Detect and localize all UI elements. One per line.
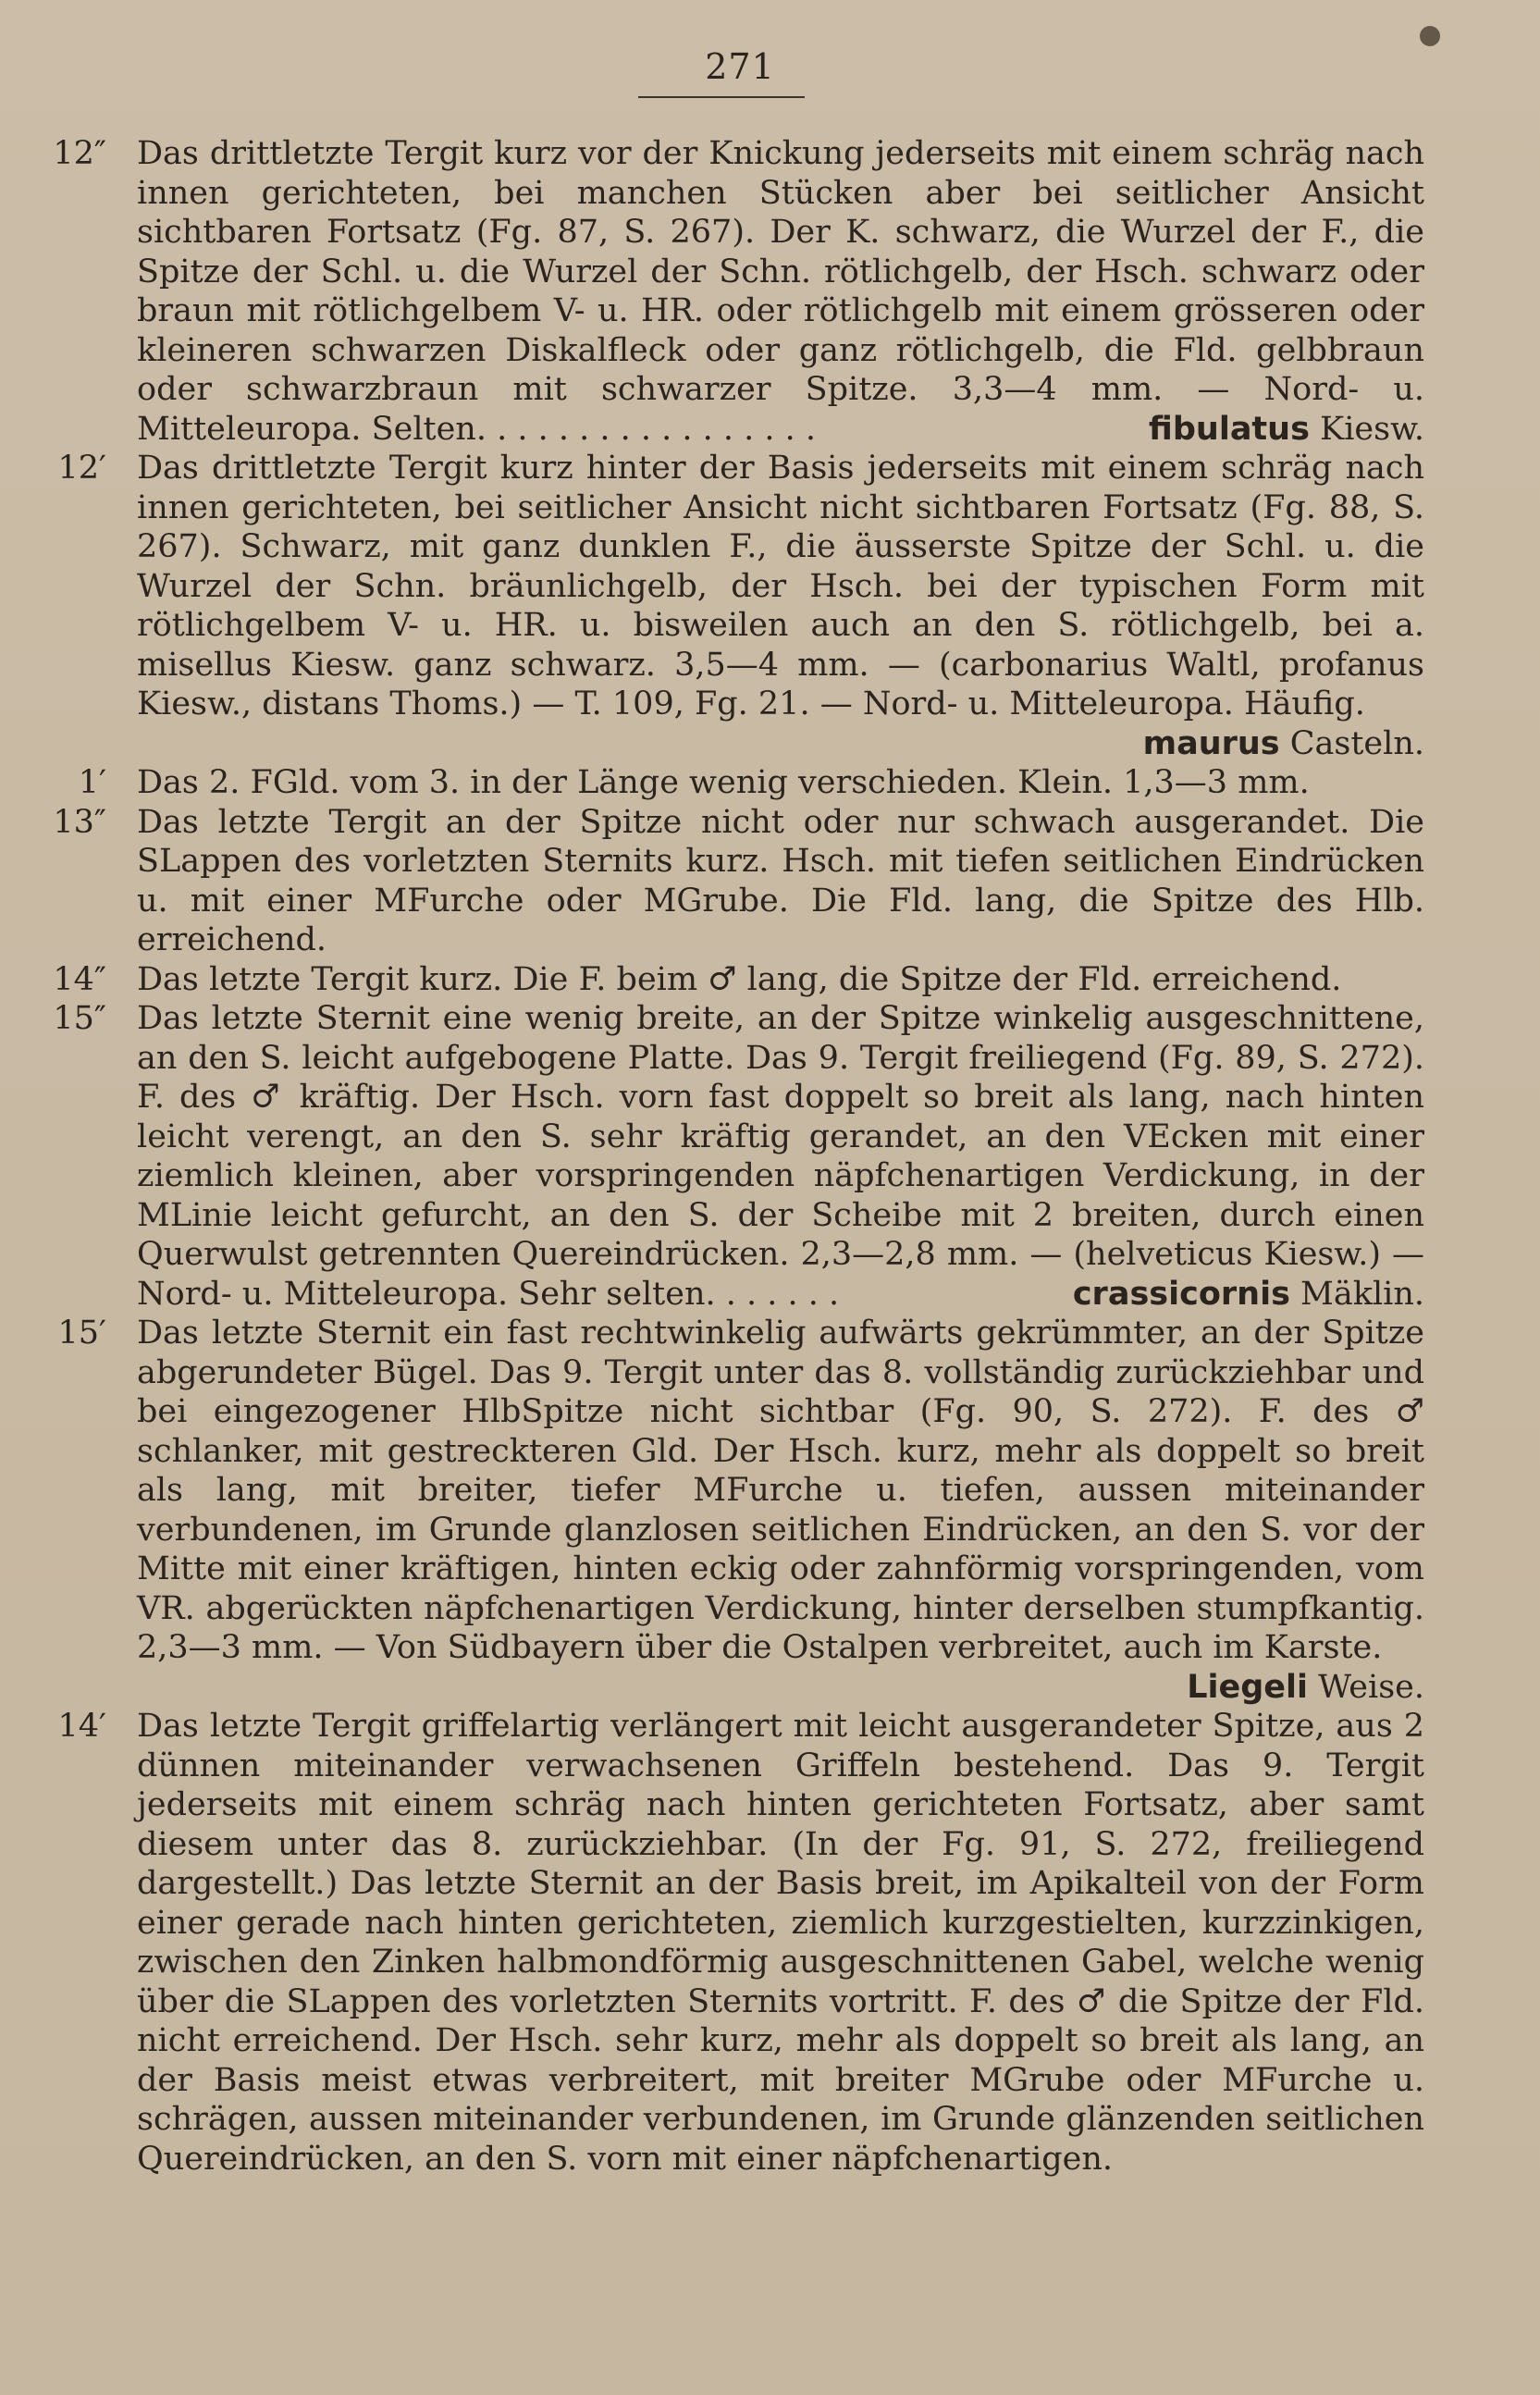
- couplet-number: 15′: [57, 1315, 106, 1352]
- species-author: Casteln.: [1279, 724, 1424, 762]
- key-entry: [51, 1707, 1424, 2179]
- species-name-line: [1149, 410, 1424, 450]
- species-author: Mäklin.: [1289, 1275, 1424, 1313]
- description-text: Das letzte Tergit an der Spitze nicht oder nur schwach ausgerandet. Die SLappen des vorletzten Sternits kurz. Hsch. mit tiefen seitlichen Eindrücken u. mit einer MFurche oder MGrube. Die Fld. lang, die Spitze des Hlb. erreichend.: [137, 803, 1424, 958]
- description-text: Das drittletzte Tergit kurz vor der Knickung jederseits mit einem schräg nach innen gerichteten, bei manchen Stücken aber bei seitlicher Ansicht sichtbaren Fortsatz (Fg. 87, S. 267). Der K. schwarz, die Wurzel der F., die Spitze der Schl. u. die Wurzel der Schn. rötlichgelb, der Hsch. schwarz oder braun mit rötlichgelbem V- u. HR. oder rötlichgelb mit einem grösseren oder kleineren schwarzen Diskalfleck oder ganz rötlichgelb, die Fld. gelbbraun oder schwarzbraun mit schwarzer Spitze. 3,3—4 mm. — Nord- u. Mitteleuropa. Selten. . . . . . . . . . . . . . . . .: [137, 135, 1424, 448]
- key-entry: [51, 803, 1424, 960]
- couplet-number: 14″: [53, 960, 106, 998]
- couplet-text: [137, 1707, 1424, 2179]
- description-text: Das 2. FGld. vom 3. in der Länge wenig verschieden. Klein. 1,3—3 mm.: [137, 764, 1310, 801]
- key-entry: [51, 1314, 1424, 1707]
- species-name: fibulatus: [1148, 410, 1310, 448]
- couplet-text: [137, 1314, 1424, 1707]
- couplet-text: [137, 803, 1424, 960]
- key-entry: [51, 449, 1424, 763]
- header-rule: [638, 96, 805, 98]
- species-author: Kiesw.: [1309, 410, 1424, 448]
- species-name-line: [1073, 1275, 1424, 1315]
- species-author: Weise.: [1308, 1668, 1424, 1706]
- description-text: Das letzte Tergit griffelartig verlängert mit leicht ausgerandeter Spitze, aus 2 dünnen miteinander verwachsenen Griffeln bestehend. Das 9. Tergit jederseits mit einem schräg nach hinten gerichteten Fortsatz, aber samt diesem unter das 8. zurückziehbar. (In der Fg. 91, S. 272, freiliegend dargestellt.) Das letzte Sternit an der Basis breit, im Apikalteil von der Form einer gerade nach hinten gerichteten, ziemlich kurzgestielten, kurzzinkigen, zwischen den Zinken halbmondförmig ausgeschnittenen Gabel, welche wenig über die SLappen des vorletzten Sternits vortritt. F. des ♂ die Spitze der Fld. nicht erreichend. Der Hsch. sehr kurz, mehr als doppelt so breit als lang, an der Basis meist etwas verbreitert, mit breiter MGrube oder MFurche u. schrägen, aussen miteinander verbundenen, im Grunde glänzenden seitlichen Quereindrücken, an den S. vorn mit einer näpfchenartigen.: [137, 1708, 1424, 2178]
- description-text: Das letzte Tergit kurz. Die F. beim ♂ lang, die Spitze der Fld. erreichend.: [137, 960, 1342, 998]
- couplet-number: 12′: [57, 450, 106, 487]
- species-name: Liegeli: [1187, 1668, 1309, 1706]
- key-entry: [51, 763, 1424, 803]
- species-name: crassicornis: [1072, 1275, 1290, 1313]
- description-text: Das letzte Sternit ein fast rechtwinkelig aufwärts gekrümmter, an der Spitze abgerundeter Bügel. Das 9. Tergit unter das 8. vollständig zurückziehbar und bei eingezogener HlbSpitze nicht sichtbar (Fg. 90, S. 272). F. des ♂ schlanker, mit gestreckteren Gld. Der Hsch. kurz, mehr als doppelt so breit als lang, mit breiter, tiefer MFurche u. tiefen, aussen miteinander verbundenen, im Grunde glanzlosen seitlichen Eindrücken, an den S. vor der Mitte mit einer kräftigen, hinten eckig oder zahnförmig vorspringenden, vom VR. abgerückten näpfchenartigen Verdickung, hinter derselben stumpfkantig. 2,3—3 mm. — Von Südbayern über die Ostalpen verbreitet, auch im Karste.: [137, 1315, 1424, 1666]
- species-name: maurus: [1142, 724, 1280, 762]
- key-entries: [51, 134, 1424, 2179]
- couplet-number: 1′: [78, 764, 106, 801]
- couplet-text: [137, 999, 1424, 1314]
- couplet-number: 12″: [53, 135, 106, 172]
- key-entry: [51, 999, 1424, 1314]
- couplet-text: [137, 449, 1424, 763]
- couplet-number: 13″: [53, 803, 106, 841]
- description-text: Das letzte Sternit eine wenig breite, an der Spitze winkelig ausgeschnittene, an den S. leicht aufgebogene Platte. Das 9. Tergit freiliegend (Fg. 89, S. 272). F. des ♂ kräftig. Der Hsch. vorn fast doppelt so breit als lang, nach hinten leicht verengt, an den S. sehr kräftig gerandet, an den VEcken mit einer ziemlich kleinen, aber vorspringenden näpfchenartigen Verdickung, in der MLinie leicht gefurcht, an den S. der Scheibe mit 2 breiten, durch einen Querwulst getrennten Quereindrücken. 2,3—2,8 mm. — (helveticus Kiesw.) — Nord- u. Mitteleuropa. Sehr selten. . . . . . .: [137, 1000, 1424, 1313]
- ink-spot: [1420, 26, 1440, 46]
- species-name-line: [137, 724, 1424, 764]
- couplet-number: 14′: [57, 1708, 106, 1745]
- page-number: 271: [705, 46, 775, 87]
- key-entry: [51, 134, 1424, 449]
- couplet-text: [137, 763, 1424, 803]
- species-name-line: [137, 1668, 1424, 1708]
- key-entry: [51, 960, 1424, 1000]
- couplet-text: [137, 960, 1424, 1000]
- description-text: Das drittletzte Tergit kurz hinter der Basis jederseits mit einem schräg nach innen gerichteten, bei seitlicher Ansicht nicht sichtbaren Fortsatz (Fg. 88, S. 267). Schwarz, mit ganz dunklen F., die äusserste Spitze der Schl. u. die Wurzel der Schn. bräunlichgelb, der Hsch. bei der typischen Form mit rötlichgelbem V- u. HR. u. bisweilen auch an den S. rötlichgelb, bei a. misellus Kiesw. ganz schwarz. 3,5—4 mm. — (carbonarius Waltl, profanus Kiesw., distans Thoms.) — T. 109, Fg. 21. — Nord- u. Mitteleuropa. Häufig.: [137, 450, 1424, 722]
- couplet-number: 15″: [53, 1000, 106, 1037]
- couplet-text: [137, 134, 1424, 449]
